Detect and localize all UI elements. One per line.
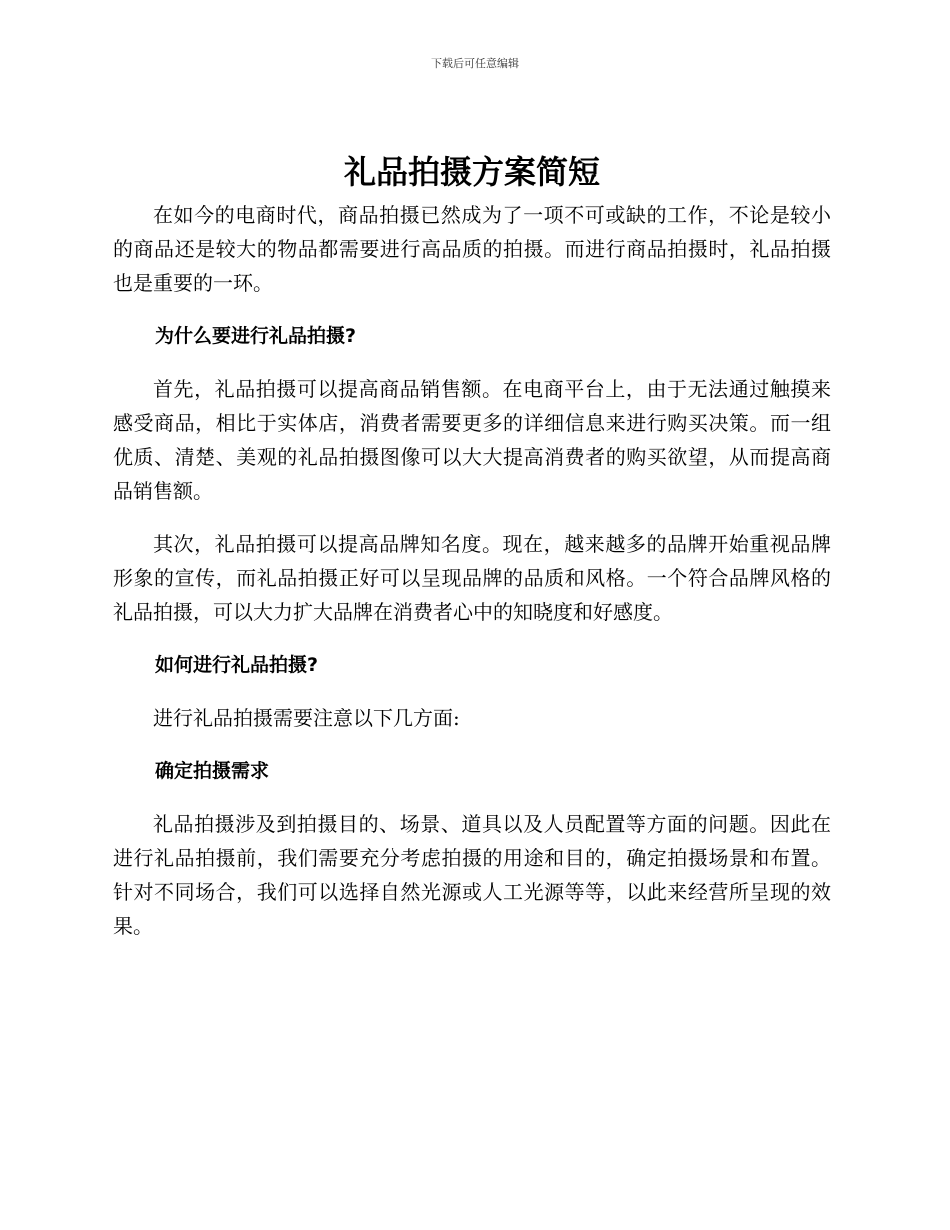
section-heading-how: 如何进行礼品拍摄? — [155, 654, 319, 676]
document-title: 礼品拍摄方案简短 — [343, 153, 600, 191]
paragraph-first: 首先，礼品拍摄可以提高商品销售额。在电商平台上，由于无法通过触摸来感受商品，相比于实体店，消费者需要更多的详细信息来进行购买决策。而一组优质、清楚、美观的礼品拍摄图像可以大大提高消费者的购买欲望，从而提高商品销售额。 — [113, 377, 831, 503]
paragraph-requirements: 礼品拍摄涉及到拍摄目的、场景、道具以及人员配置等方面的问题。因此在进行礼品拍摄前，我们需要充分考虑拍摄的用途和目的，确定拍摄场景和布置。针对不同场合，我们可以选择自然光源或人工光源等等，以此来经营所呈现的效果。 — [113, 812, 831, 938]
intro-paragraph: 在如今的电商时代，商品拍摄已然成为了一项不可或缺的工作，不论是较小的商品还是较大的物品都需要进行高品质的拍摄。而进行商品拍摄时，礼品拍摄也是重要的一环。 — [113, 203, 831, 295]
paragraph-second: 其次，礼品拍摄可以提高品牌知名度。现在，越来越多的品牌开始重视品牌形象的宣传，而礼品拍摄正好可以呈现品牌的品质和风格。一个符合品牌风格的礼品拍摄，可以大力扩大品牌在消费者心中的知晓度和好感度。 — [113, 532, 831, 624]
subsection-heading-requirements: 确定拍摄需求 — [155, 760, 270, 782]
header-note: 下载后可任意编辑 — [431, 57, 519, 70]
document-body — [113, 150, 831, 962]
section-heading-why: 为什么要进行礼品拍摄? — [155, 325, 357, 347]
paragraph-aspects: 进行礼品拍摄需要注意以下几方面: — [153, 706, 460, 730]
